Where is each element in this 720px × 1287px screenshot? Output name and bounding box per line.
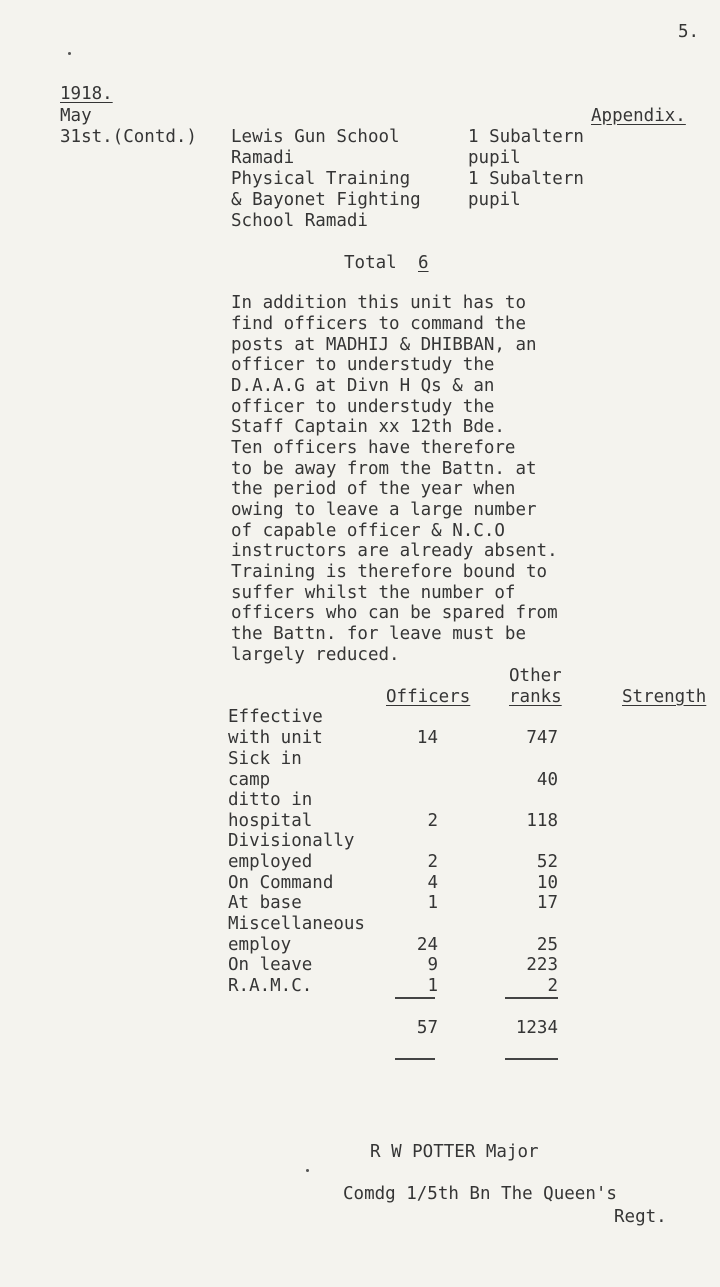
officers-value: 2 bbox=[427, 811, 438, 831]
signature-name: R W POTTER Major bbox=[370, 1142, 539, 1162]
other-ranks-value: 747 bbox=[526, 728, 558, 748]
school-line: School Ramadi bbox=[231, 211, 368, 231]
other-ranks-value: 40 bbox=[536, 770, 558, 790]
paragraph-line: officer to understudy the bbox=[231, 397, 495, 417]
school-line: Ramadi bbox=[231, 148, 295, 168]
header-strength: Strength bbox=[622, 687, 707, 707]
row-label: Effective bbox=[228, 707, 323, 727]
paragraph-line: officer to understudy the bbox=[231, 355, 495, 375]
row-label: R.A.M.C. bbox=[228, 976, 313, 996]
other-ranks-value: 17 bbox=[536, 893, 558, 913]
signature-line: Comdg 1/5th Bn The Queen's bbox=[343, 1184, 617, 1204]
header-other: Other bbox=[509, 666, 562, 686]
paragraph-line: instructors are already absent. bbox=[231, 541, 558, 561]
school-detail: pupil bbox=[468, 190, 521, 210]
paragraph-line: Staff Captain xx 12th Bde. bbox=[231, 417, 505, 437]
paragraph-line: the Battn. for leave must be bbox=[231, 624, 527, 644]
entry-month: May bbox=[60, 106, 92, 126]
paragraph-line: of capable officer & N.C.O bbox=[231, 521, 505, 541]
officers-value: 1 bbox=[427, 893, 438, 913]
paragraph-line: officers who can be spared from bbox=[231, 603, 558, 623]
row-label: Miscellaneous bbox=[228, 914, 365, 934]
paragraph-line: the period of the year when bbox=[231, 479, 516, 499]
paragraph-line: find officers to command the bbox=[231, 314, 527, 334]
school-detail: 1 Subaltern bbox=[468, 127, 584, 147]
row-label: At base bbox=[228, 893, 302, 913]
paper-mark bbox=[306, 1169, 309, 1172]
other-ranks-value: 25 bbox=[536, 935, 558, 955]
paper-mark bbox=[68, 52, 71, 55]
row-label: Divisionally bbox=[228, 831, 355, 851]
entry-date: 31st.(Contd.) bbox=[60, 127, 197, 147]
other-ranks-value: 52 bbox=[536, 852, 558, 872]
school-line: & Bayonet Fighting bbox=[231, 190, 421, 210]
paragraph-line: Training is therefore bound to bbox=[231, 562, 548, 582]
other-ranks-value: 10 bbox=[536, 873, 558, 893]
sum-rule bbox=[395, 997, 435, 999]
other-ranks-value: 118 bbox=[526, 811, 558, 831]
paragraph-line: to be away from the Battn. at bbox=[231, 459, 537, 479]
other-ranks-value: 2 bbox=[547, 976, 558, 996]
paragraph-line: largely reduced. bbox=[231, 645, 400, 665]
appendix-label: Appendix. bbox=[591, 106, 686, 126]
officers-value: 4 bbox=[427, 873, 438, 893]
officers-value: 1 bbox=[427, 976, 438, 996]
row-label: employ bbox=[228, 935, 292, 955]
school-detail: 1 Subaltern bbox=[468, 169, 584, 189]
row-label: ditto in bbox=[228, 790, 313, 810]
other-ranks-value: 223 bbox=[526, 955, 558, 975]
officers-value: 24 bbox=[416, 935, 438, 955]
paragraph-line: posts at MADHIJ & DHIBBAN, an bbox=[231, 335, 537, 355]
paragraph-line: In addition this unit has to bbox=[231, 293, 527, 313]
row-label: employed bbox=[228, 852, 313, 872]
paragraph-line: owing to leave a large number bbox=[231, 500, 537, 520]
school-detail: pupil bbox=[468, 148, 521, 168]
row-label: On Command bbox=[228, 873, 334, 893]
paragraph-line: suffer whilst the number of bbox=[231, 583, 516, 603]
paragraph-line: D.A.A.G at Divn H Qs & an bbox=[231, 376, 495, 396]
paragraph-line: Ten officers have therefore bbox=[231, 438, 516, 458]
officers-value: 14 bbox=[416, 728, 438, 748]
officers-value: 9 bbox=[427, 955, 438, 975]
total-rule bbox=[505, 1058, 558, 1060]
entry-year: 1918. bbox=[60, 84, 113, 104]
header-officers: Officers bbox=[386, 687, 471, 707]
sum-rule bbox=[505, 997, 558, 999]
officers-total: 57 bbox=[416, 1018, 438, 1038]
total-rule bbox=[395, 1058, 435, 1060]
row-label: hospital bbox=[228, 811, 313, 831]
row-label: camp bbox=[228, 770, 271, 790]
row-label: On leave bbox=[228, 955, 313, 975]
other-ranks-total: 1234 bbox=[515, 1018, 558, 1038]
total-label: Total bbox=[344, 253, 397, 273]
officers-value: 2 bbox=[427, 852, 438, 872]
row-label: with unit bbox=[228, 728, 323, 748]
signature-line: Regt. bbox=[614, 1207, 667, 1227]
header-ranks: ranks bbox=[509, 687, 562, 707]
school-line: Physical Training bbox=[231, 169, 411, 189]
total-value: 6 bbox=[418, 253, 429, 273]
school-line: Lewis Gun School bbox=[231, 127, 400, 147]
row-label: Sick in bbox=[228, 749, 302, 769]
page-number: 5. bbox=[678, 22, 700, 42]
